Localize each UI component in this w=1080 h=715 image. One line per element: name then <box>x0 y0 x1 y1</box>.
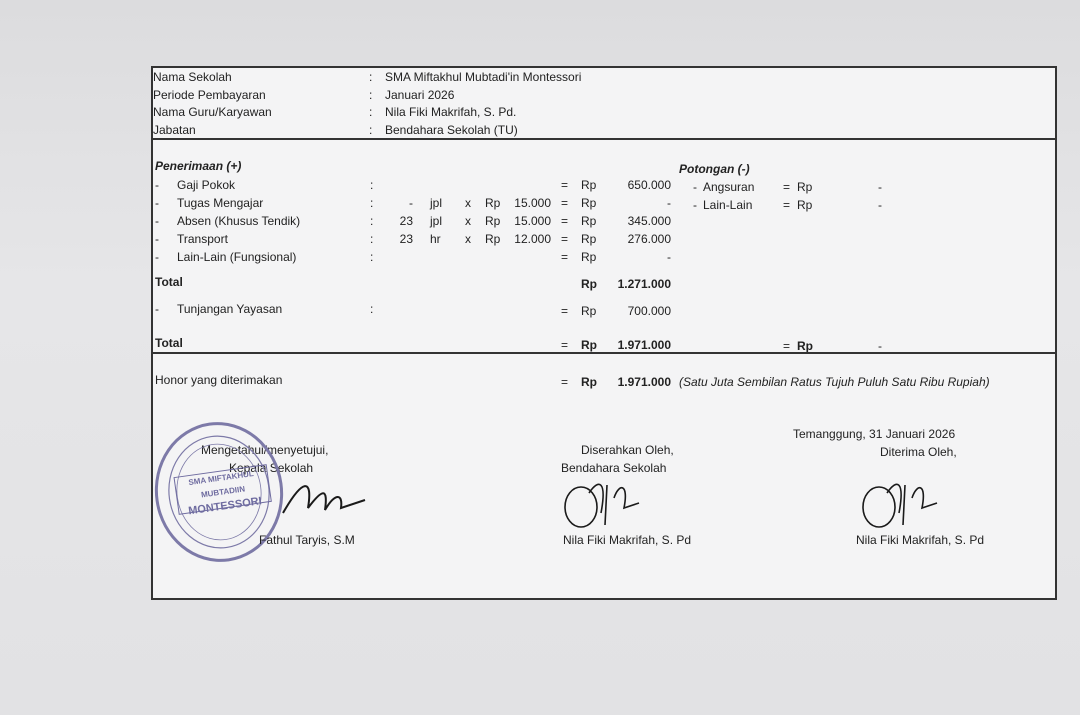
yayasan-rp: Rp <box>581 304 597 318</box>
income-item-rate-rp: Rp <box>485 196 501 210</box>
income-item-times: x <box>465 214 471 228</box>
header-colon: : <box>369 87 373 102</box>
income-item-eq: = <box>561 178 569 192</box>
honor-rp: Rp <box>581 375 597 389</box>
income-item-times: x <box>465 196 471 210</box>
grand-total-rp: Rp <box>581 338 597 352</box>
income-item-eq: = <box>561 196 569 210</box>
principal-signature <box>273 468 373 528</box>
income-item-amount: 650.000 <box>627 178 671 192</box>
income-item-colon: : <box>370 178 374 192</box>
divider <box>153 138 1055 140</box>
income-item-label: Absen (Khusus Tendik) <box>177 214 301 228</box>
income-item-label: Gaji Pokok <box>177 178 236 192</box>
header-value: SMA Miftakhul Mubtadi'in Montessori <box>385 70 582 84</box>
principal-name: Fathul Taryis, S.M <box>259 533 355 547</box>
income-item-colon: : <box>370 250 374 264</box>
income-item-rate: 15.000 <box>514 196 551 210</box>
receiver-signature <box>857 473 947 533</box>
treasurer-signature <box>559 473 649 533</box>
header-colon: : <box>369 70 373 84</box>
stamp-line-1: SMA MIFTAKHUL MUBTADIIN <box>187 469 255 500</box>
honor-eq: = <box>561 375 569 389</box>
income-item-amount: 276.000 <box>627 232 671 246</box>
deduction-total-amount: - <box>878 339 882 353</box>
yayasan-colon: : <box>370 302 374 316</box>
deduction-item-rp: Rp <box>797 198 813 212</box>
header-value: Nila Fiki Makrifah, S. Pd. <box>385 105 517 119</box>
income-item-label: Tugas Mengajar <box>177 196 264 210</box>
header-value: Januari 2026 <box>385 87 455 102</box>
principal-title: Kepala Sekolah <box>229 461 314 475</box>
grand-total-amount: 1.971.000 <box>617 338 671 352</box>
income-item-eq: = <box>561 214 569 228</box>
honor-label: Honor yang diterimakan <box>155 373 283 387</box>
header-colon: : <box>369 105 373 119</box>
income-item-colon: : <box>370 232 374 246</box>
yayasan-amount: 700.000 <box>627 304 671 318</box>
header-label: Periode Pembayaran <box>153 87 266 102</box>
total-amount: 1.271.000 <box>617 277 671 291</box>
income-item-dash: - <box>155 196 159 210</box>
deduction-total-rp: Rp <box>797 339 813 353</box>
grand-total-eq: = <box>561 338 569 352</box>
income-item-eq: = <box>561 232 569 246</box>
income-item-dash: - <box>155 178 159 192</box>
deduction-item-eq: = <box>783 180 791 194</box>
header-colon: : <box>369 122 373 137</box>
header-label: Jabatan <box>153 122 196 137</box>
deduction-item-rp: Rp <box>797 180 813 194</box>
income-item-unit: hr <box>430 232 441 246</box>
honor-amount: 1.971.000 <box>617 375 671 389</box>
income-item-rate: 12.000 <box>514 232 551 246</box>
income-item-qty: 23 <box>399 214 413 228</box>
approve-label: Mengetahui/menyetujui, <box>201 443 329 457</box>
income-item-rp: Rp <box>581 178 597 192</box>
honor-words: (Satu Juta Sembilan Ratus Tujuh Puluh Satu Ribu Rupiah) <box>679 375 990 389</box>
deduction-total-eq: = <box>783 339 791 353</box>
income-title: Penerimaan (+) <box>155 159 242 173</box>
income-item-rp: Rp <box>581 250 597 264</box>
stamp-line-2: MONTESSORI <box>187 495 263 518</box>
income-item-amount: - <box>667 250 671 264</box>
income-item-dash: - <box>155 214 159 228</box>
deduction-item-dash: - <box>693 180 697 194</box>
income-item-rate-rp: Rp <box>485 232 501 246</box>
treasurer-title: Bendahara Sekolah <box>561 461 667 475</box>
deduction-item-eq: = <box>783 198 791 212</box>
header-label: Nama Sekolah <box>153 70 232 84</box>
deduction-item-amount: - <box>878 198 882 212</box>
yayasan-label: Tunjangan Yayasan <box>177 302 283 316</box>
treasurer-name: Nila Fiki Makrifah, S. Pd <box>563 533 692 547</box>
yayasan-dash: - <box>155 302 159 316</box>
income-item-qty: 23 <box>399 232 413 246</box>
total-label: Total <box>155 275 183 289</box>
income-item-label: Lain-Lain (Fungsional) <box>177 250 297 264</box>
deduction-item-label: Lain-Lain <box>703 198 753 212</box>
income-item-amount: - <box>667 196 671 210</box>
income-item-rp: Rp <box>581 214 597 228</box>
income-item-unit: jpl <box>430 196 443 210</box>
received-by-label: Diterima Oleh, <box>880 445 957 459</box>
income-item-eq: = <box>561 250 569 264</box>
deduction-item-dash: - <box>693 198 697 212</box>
receiver-name: Nila Fiki Makrifah, S. Pd <box>856 533 985 547</box>
header-label: Nama Guru/Karyawan <box>153 105 272 119</box>
income-item-dash: - <box>155 232 159 246</box>
income-item-times: x <box>465 232 471 246</box>
handed-by-label: Diserahkan Oleh, <box>581 443 674 457</box>
income-item-amount: 345.000 <box>627 214 671 228</box>
income-item-unit: jpl <box>430 214 443 228</box>
header-value: Bendahara Sekolah (TU) <box>385 122 518 137</box>
yayasan-eq: = <box>561 304 569 318</box>
income-item-rate-rp: Rp <box>485 214 501 228</box>
income-item-colon: : <box>370 196 374 210</box>
salary-slip <box>151 66 1057 600</box>
total-rp: Rp <box>581 277 597 291</box>
deduction-item-amount: - <box>878 180 882 194</box>
income-item-colon: : <box>370 214 374 228</box>
grand-total-label: Total <box>155 336 183 350</box>
divider <box>153 352 1055 354</box>
income-item-label: Transport <box>177 232 228 246</box>
income-item-qty: - <box>409 196 413 210</box>
income-item-rp: Rp <box>581 196 597 210</box>
income-item-rate: 15.000 <box>514 214 551 228</box>
income-item-rp: Rp <box>581 232 597 246</box>
deduction-title: Potongan (-) <box>679 162 750 176</box>
deduction-item-label: Angsuran <box>703 180 755 194</box>
place-date: Temanggung, 31 Januari 2026 <box>793 427 956 441</box>
income-item-dash: - <box>155 250 159 264</box>
